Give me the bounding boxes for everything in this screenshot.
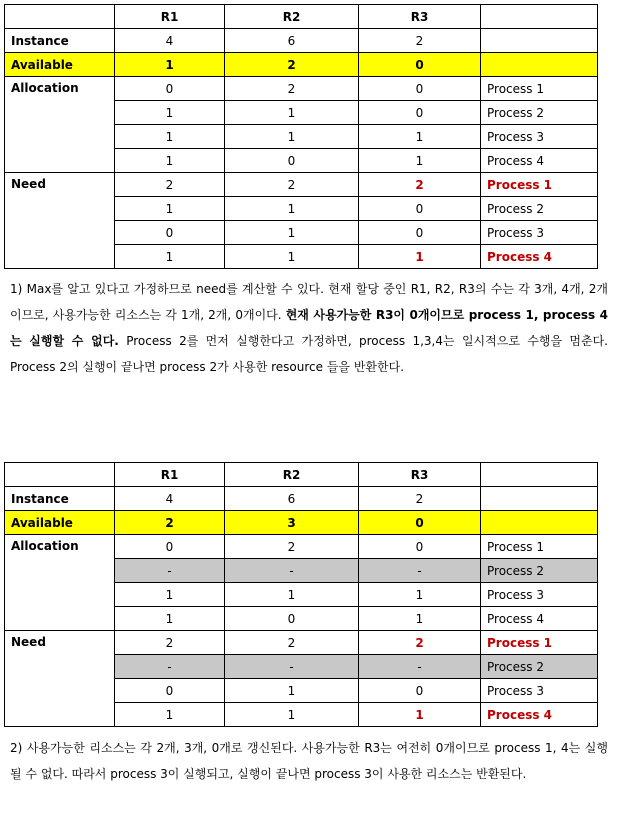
header-r1: R1 [115,463,225,487]
available-r3: 0 [359,511,481,535]
alloc-r3: 0 [359,535,481,559]
need-r2: - [225,655,359,679]
available-label: Available [5,53,115,77]
need-r3: 0 [359,679,481,703]
alloc-process: Process 4 [481,607,598,631]
need-process: Process 2 [481,197,598,221]
need-r2: 1 [225,679,359,703]
need-row [5,173,598,197]
alloc-process: Process 2 [481,101,598,125]
alloc-r1: 1 [115,583,225,607]
need-process: Process 3 [481,679,598,703]
need-r1: 0 [115,221,225,245]
header-r3: R3 [359,463,481,487]
header-row [5,463,598,487]
alloc-r1: 1 [115,607,225,631]
alloc-r1: 0 [115,535,225,559]
instance-label: Instance [5,29,115,53]
instance-row [5,29,598,53]
available-r1: 2 [115,511,225,535]
need-process: Process 1 [481,631,598,655]
instance-row [5,487,598,511]
alloc-process: Process 1 [481,77,598,101]
header-r2: R2 [225,463,359,487]
available-r3: 0 [359,53,481,77]
allocation-row [5,77,598,101]
allocation-label: Allocation [5,535,115,631]
alloc-process: Process 1 [481,535,598,559]
alloc-r2: 1 [225,125,359,149]
available-row [5,511,598,535]
alloc-r2: 2 [225,77,359,101]
need-r1: 2 [115,173,225,197]
allocation-label: Allocation [5,77,115,173]
alloc-process: Process 4 [481,149,598,173]
empty-cell [481,29,598,53]
paragraph-text: Process 2를 먼저 실행한다고 가정하면, process 1,3,4는 일시적으로 수행을 멈춘다. Process 2의 실행이 끝나면 process 2가 사용한 resource 들을 반환한다. [10,334,608,374]
need-r3: 1 [359,245,481,269]
need-row [5,631,598,655]
need-r2: 1 [225,221,359,245]
alloc-process: Process 3 [481,125,598,149]
alloc-r3: 1 [359,149,481,173]
alloc-r3: 0 [359,101,481,125]
alloc-process: Process 3 [481,583,598,607]
allocation-row [5,535,598,559]
paragraph-bold-text: 현재 사용가능한 R3이 0개이므로 process 1, process 4는 실행할 수 없다. [10,308,608,348]
alloc-r2: 0 [225,607,359,631]
need-label: Need [5,631,115,727]
need-process: Process 3 [481,221,598,245]
need-r3: 2 [359,631,481,655]
need-r1: 1 [115,703,225,727]
need-r3: 0 [359,197,481,221]
instance-r3: 2 [359,29,481,53]
alloc-r1: 1 [115,125,225,149]
alloc-r2: 0 [225,149,359,173]
need-r2: 1 [225,197,359,221]
available-row [5,53,598,77]
alloc-r2: 1 [225,101,359,125]
alloc-r1: 1 [115,149,225,173]
alloc-r2: 1 [225,583,359,607]
header-cell-empty [481,463,598,487]
need-r2: 2 [225,631,359,655]
alloc-r2: - [225,559,359,583]
need-r2: 1 [225,703,359,727]
header-cell-empty [5,5,115,29]
alloc-process: Process 2 [481,559,598,583]
alloc-r1: 1 [115,101,225,125]
need-r1: 0 [115,679,225,703]
empty-cell [481,511,598,535]
alloc-r1: 0 [115,77,225,101]
header-row [5,5,598,29]
need-r1: 1 [115,197,225,221]
alloc-r1: - [115,559,225,583]
empty-cell [481,53,598,77]
need-r3: 2 [359,173,481,197]
need-r3: 1 [359,703,481,727]
available-r1: 1 [115,53,225,77]
alloc-r3: 1 [359,607,481,631]
instance-r1: 4 [115,29,225,53]
header-r3: R3 [359,5,481,29]
header-r1: R1 [115,5,225,29]
available-r2: 3 [225,511,359,535]
instance-r3: 2 [359,487,481,511]
alloc-r3: - [359,559,481,583]
need-r1: - [115,655,225,679]
need-r3: 0 [359,221,481,245]
need-r3: - [359,655,481,679]
need-process: Process 1 [481,173,598,197]
alloc-r3: 1 [359,583,481,607]
instance-r2: 6 [225,29,359,53]
need-label: Need [5,173,115,269]
need-process: Process 4 [481,245,598,269]
alloc-r3: 0 [359,77,481,101]
header-cell-empty [481,5,598,29]
header-cell-empty [5,463,115,487]
need-process: Process 2 [481,655,598,679]
instance-r2: 6 [225,487,359,511]
instance-label: Instance [5,487,115,511]
resource-table-1 [4,4,598,269]
available-label: Available [5,511,115,535]
explanation-paragraph-2: 2) 사용가능한 리소스는 각 2개, 3개, 0개로 갱신된다. 사용가능한 R3는 여전히 0개이므로 process 1, 4는 실행될 수 없다. 따라서 process 3이 실행되고, 실행이 끝나면 process 3이 사용한 리소스는 반환된다. [10,741,608,781]
resource-table-2 [4,462,598,727]
need-process: Process 4 [481,703,598,727]
empty-cell [481,487,598,511]
need-r2: 2 [225,173,359,197]
instance-r1: 4 [115,487,225,511]
paragraph-text: 1) Max를 알고 있다고 가정하므로 need를 계산할 수 있다. 현재 할당 중인 R1, R2, R3의 수는 각 3개, 4개, 2개이므로, 사용가능한 리소스는 각 1개, 2개, 0개이다. [10,282,608,322]
need-r1: 2 [115,631,225,655]
alloc-r2: 2 [225,535,359,559]
alloc-r3: 1 [359,125,481,149]
explanation-paragraph-1 [10,276,608,380]
available-r2: 2 [225,53,359,77]
need-r2: 1 [225,245,359,269]
need-r1: 1 [115,245,225,269]
header-r2: R2 [225,5,359,29]
